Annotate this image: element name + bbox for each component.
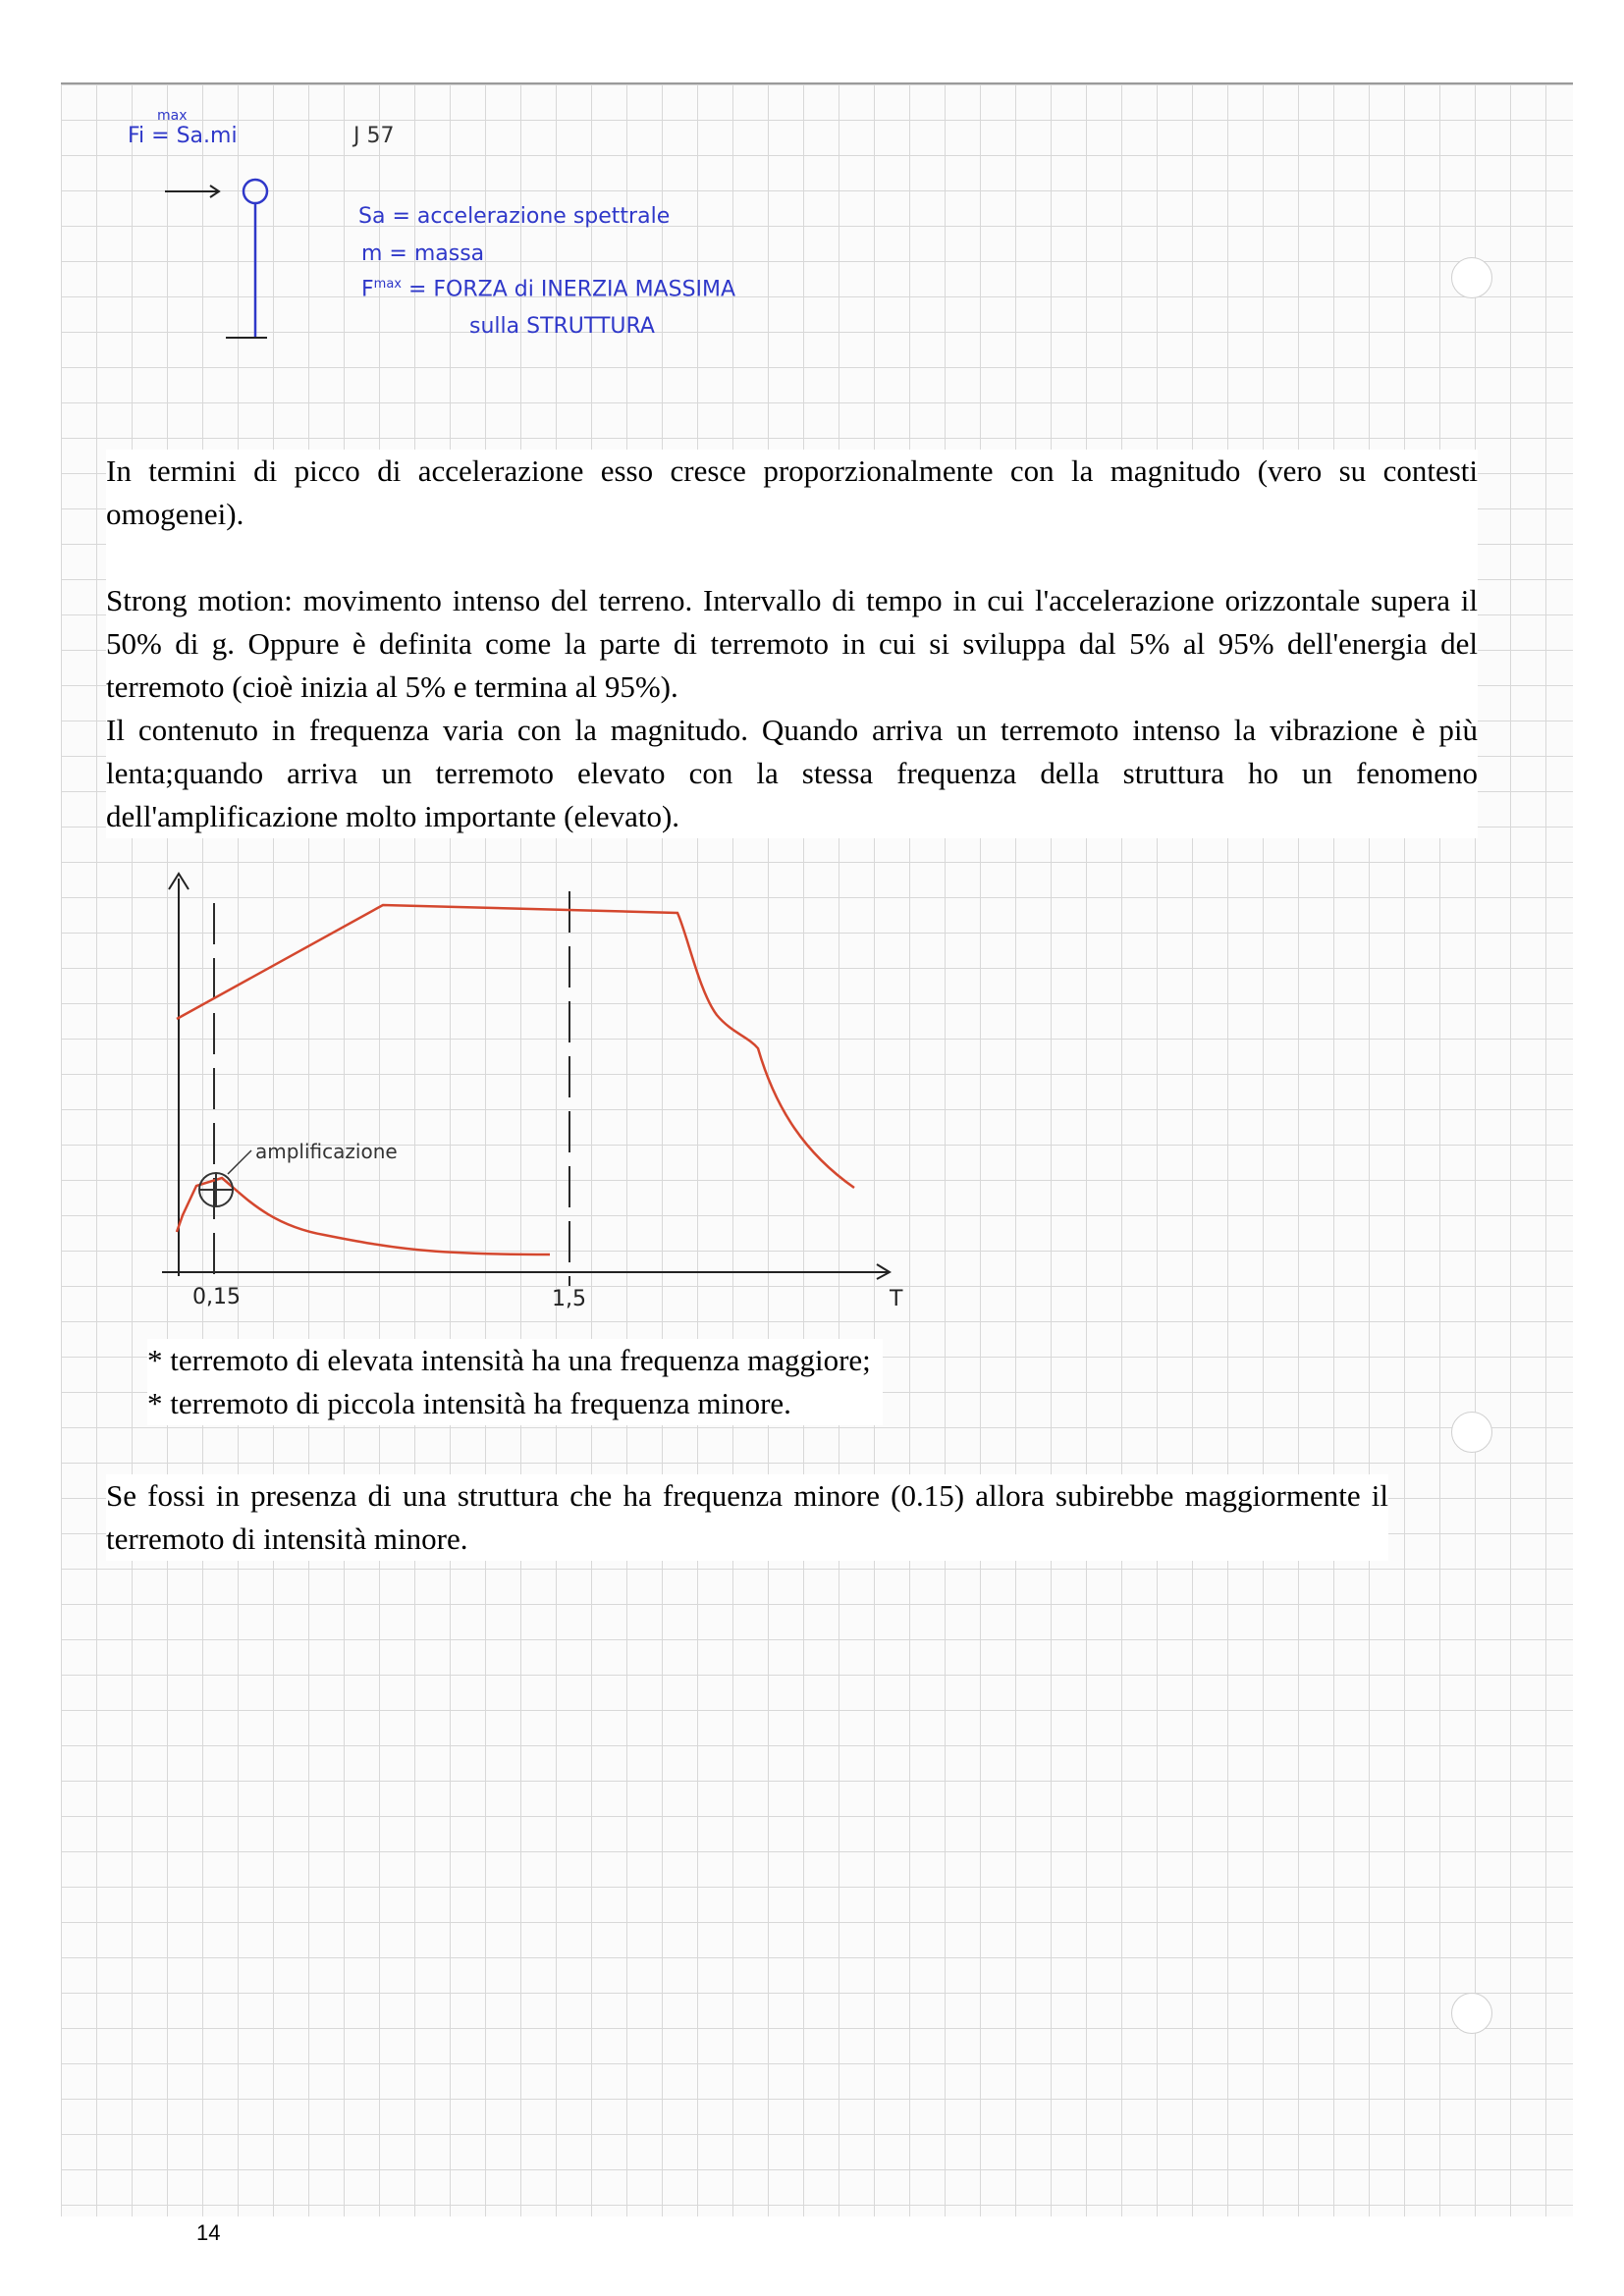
binder-hole xyxy=(1451,1993,1492,2034)
def-spectral-acceleration: Sa = accelerazione spettrale xyxy=(358,204,671,229)
bullet-item: * terremoto di elevata intensità ha una frequenza maggiore; xyxy=(147,1343,871,1377)
bullet-list xyxy=(147,1339,883,1425)
def-max-force: $F^{max}$ = FORZA di INERZIA MASSIMA xyxy=(361,277,736,302)
paragraph-strong-motion: Strong motion: movimento intenso del terreno. Intervallo di tempo in cui l'accelerazione orizzontale supera il 50% di g. Oppure è definita come la parte di terremoto in cui si sviluppa dal 5% al 95% dell'energia del terremoto (cioè inizia al 5% e termina al 95%). xyxy=(106,583,1478,704)
x-tick-015: 0,15 xyxy=(192,1285,241,1309)
grid-paper-sheet xyxy=(61,82,1573,2216)
binder-hole xyxy=(1451,1412,1492,1453)
formula-superscript: max xyxy=(157,108,188,124)
force-formula: Fi = Sa.mi xyxy=(128,124,238,148)
conclusion-text xyxy=(106,1474,1388,1561)
annotation-amplification: amplificazione xyxy=(255,1140,398,1163)
page-reference: J 57 xyxy=(353,124,395,148)
x-axis-label: T xyxy=(890,1287,903,1311)
paragraph-peak-acceleration: In termini di picco di accelerazione esso cresce proporzionalmente con la magnitudo (vero su contesti omogenei). xyxy=(106,454,1478,531)
def-max-force-continued: sulla STRUTTURA xyxy=(469,314,655,339)
paragraph-conclusion: Se fossi in presenza di una struttura che ha frequenza minore (0.15) allora subirebbe maggiormente il terremoto di intensità minore. xyxy=(106,1478,1388,1556)
page-number: 14 xyxy=(196,2220,221,2245)
body-text xyxy=(106,450,1478,838)
bullet-item: * terremoto di piccola intensità ha frequenza minore. xyxy=(147,1386,791,1420)
binder-hole xyxy=(1451,257,1492,298)
def-mass: m = massa xyxy=(361,241,485,266)
paragraph-frequency-content: Il contenuto in frequenza varia con la magnitudo. Quando arriva un terremoto intenso la vibrazione è più lenta;quando arriva un terremoto elevato con la stessa frequenza della struttura ho un fenomeno dell'amplificazione molto importante (elevato). xyxy=(106,713,1478,833)
x-tick-15: 1,5 xyxy=(552,1287,586,1311)
